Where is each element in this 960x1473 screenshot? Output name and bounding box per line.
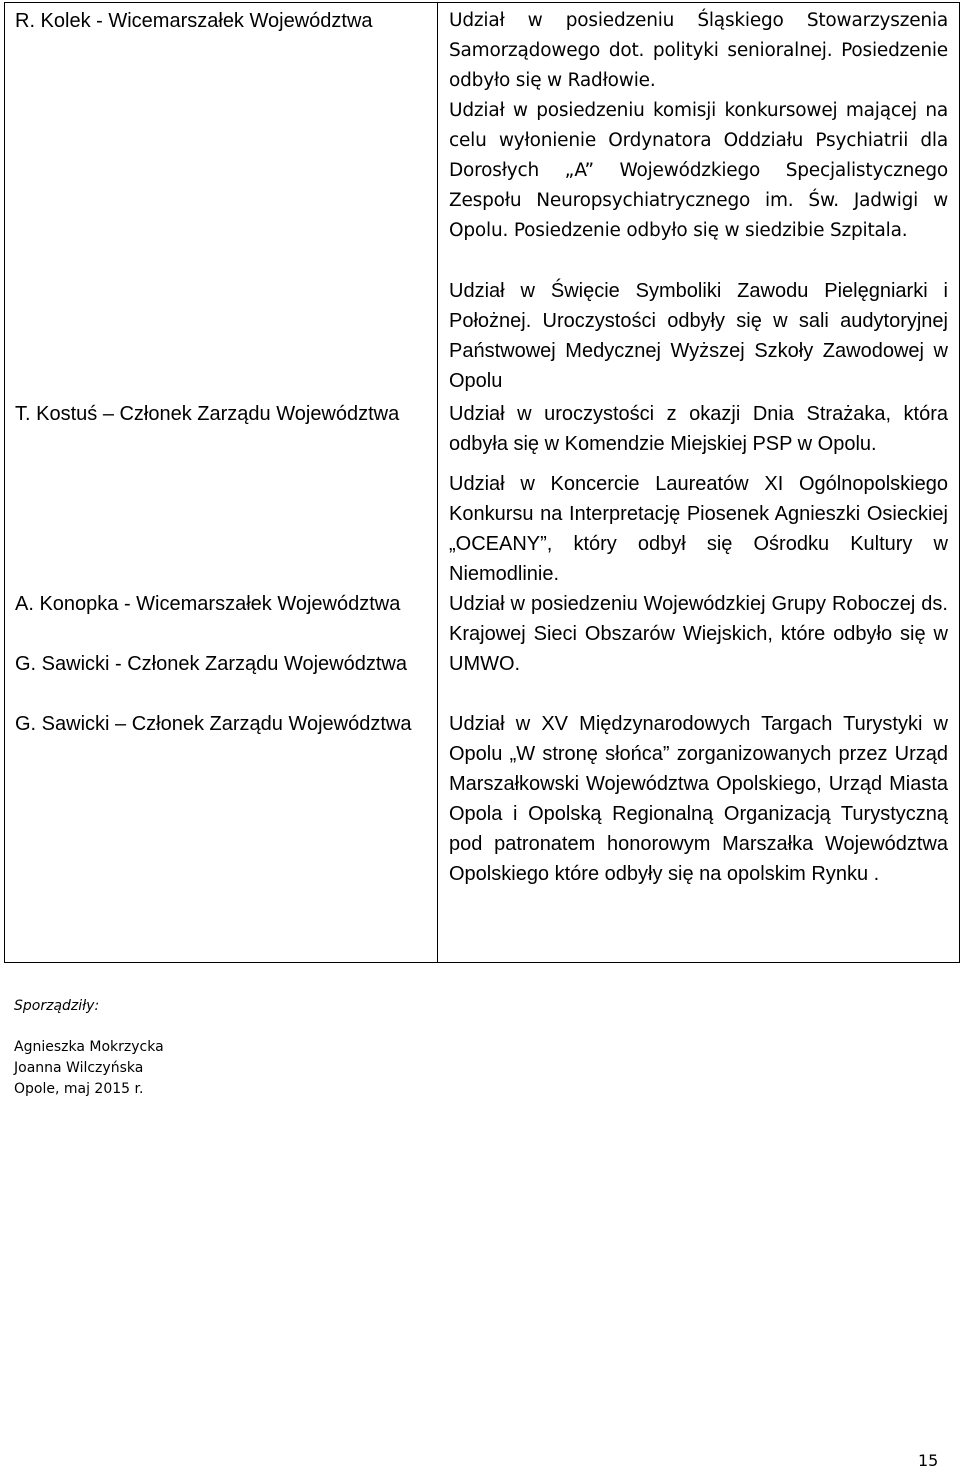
member-g-sawicki-1: G. Sawicki - Członek Zarządu Województwa [15, 653, 407, 675]
prepared-by-label: Sporządziły: [14, 998, 100, 1014]
activity-table [4, 2, 960, 963]
event-slaskie-stowarzyszenie: Udział w posiedzeniu Śląskiego Stowarzyszenia Samorządowego dot. polityki senioralnej. Posiedzenie odbyło się w Radłowie. [449, 10, 948, 91]
footer [14, 996, 164, 1100]
member-r-kolek: R. Kolek - Wicemarszałek Województwa [15, 10, 373, 32]
right-column [438, 3, 960, 963]
member-g-sawicki-2: G. Sawicki – Członek Zarządu Województwa [15, 713, 412, 735]
event-grupa-robocza: Udział w posiedzeniu Wojewódzkiej Grupy Roboczej ds. Krajowej Sieci Obszarów Wiejskich, które odbyło się w UMWO. [449, 593, 948, 675]
member-a-konopka: A. Konopka - Wicemarszałek Województwa [15, 593, 401, 615]
event-koncert-oceany: Udział w Koncercie Laureatów XI Ogólnopolskiego Konkursu na Interpretację Piosenek Agnieszki Osieckiej „OCEANY”, który odbył się Ośrodku Kultury w Niemodlinie. [449, 473, 948, 585]
left-column [5, 3, 438, 963]
event-komisja-konkursowa: Udział w posiedzeniu komisji konkursowej mającej na celu wyłonienie Ordynatora Oddziału Psychiatrii dla Dorosłych „A” Wojewódzkiego Specjalistycznego Zespołu Neuropsychiatrycznego im. Św. Jadwigi w Opolu. Posiedzenie odbyło się w siedzibie Szpitala. [449, 100, 948, 241]
author-name: Joanna Wilczyńska [14, 1060, 144, 1076]
author-name: Agnieszka Mokrzycka [14, 1039, 164, 1055]
event-dzien-strazaka: Udział w uroczystości z okazji Dnia Strażaka, która odbyła się w Komendzie Miejskiej PSP w Opolu. [449, 403, 948, 455]
event-swieto-pielegniarki: Udział w Święcie Symboliki Zawodu Pielęgniarki i Położnej. Uroczystości odbyły się w sali audytoryjnej Państwowej Medycznej Wyższej Szkoły Zawodowej w Opolu [449, 280, 948, 392]
member-t-kostus: T. Kostuś – Członek Zarządu Województwa [15, 403, 400, 425]
event-targi-turystyki: Udział w XV Międzynarodowych Targach Turystyki w Opolu „W stronę słońca” zorganizowanych przez Urząd Marszałkowski Województwa Opolskiego, Urząd Miasta Opola i Opolską Regionalną Organizacją Turystyczną pod patronatem honorowym Marszałka Województwa Opolskiego które odbyły się na opolskim Rynku . [449, 713, 948, 885]
place-date: Opole, maj 2015 r. [14, 1081, 144, 1097]
page-number: 15 [918, 1451, 939, 1470]
